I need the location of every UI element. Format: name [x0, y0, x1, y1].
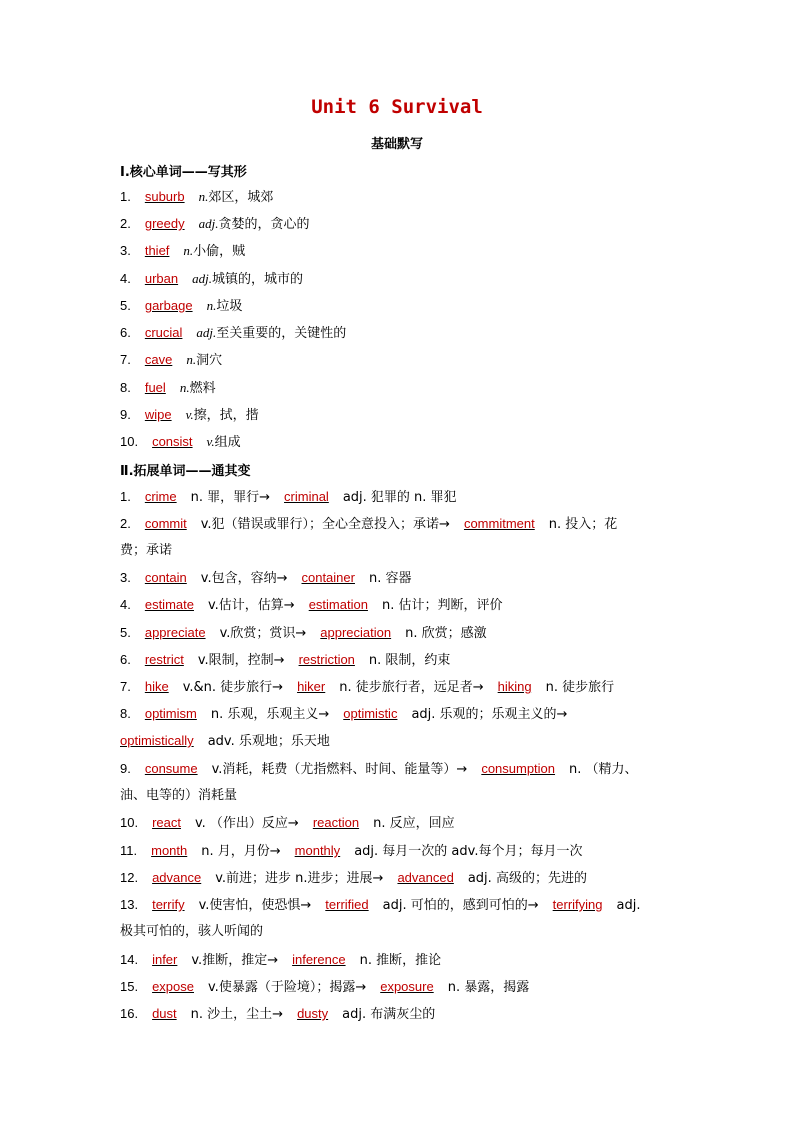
item-number: 5.: [120, 625, 131, 640]
answer-word: advanced: [397, 870, 454, 885]
definition: 费；承诺: [120, 543, 173, 558]
definition: n. 沙土，尘土→: [190, 1007, 284, 1022]
item-number: 6.: [120, 325, 131, 340]
item-number: 5.: [120, 298, 131, 313]
definition: 城镇的，城市的: [211, 272, 303, 287]
answer-word: criminal: [284, 489, 329, 504]
answer-word: inference: [292, 952, 346, 967]
definition: v. （作出）反应→: [194, 816, 299, 831]
continuation-line: [120, 732, 330, 751]
vocab-item: [120, 270, 680, 289]
item-number: 9.: [120, 407, 131, 422]
part-of-speech: adj.: [198, 216, 219, 231]
answer-word: restriction: [298, 652, 355, 667]
item-number: 13.: [120, 897, 139, 912]
continuation-line: [120, 542, 172, 560]
answer-word: infer: [152, 952, 178, 967]
continuation-line: [120, 787, 237, 805]
item-number: 8.: [120, 380, 131, 395]
answer-word: advance: [152, 870, 202, 885]
answer-word: terrify: [152, 897, 185, 912]
part-of-speech: n.: [186, 352, 197, 367]
derivation-item: [120, 624, 680, 643]
item-number: 8.: [120, 706, 131, 721]
definition: 组成: [214, 435, 241, 450]
item-number: 10.: [120, 434, 139, 449]
answer-word: cave: [144, 352, 173, 367]
derivation-item: [120, 515, 680, 534]
answer-word: restrict: [144, 652, 184, 667]
definition: v.使害怕，使恐惧→: [198, 898, 312, 913]
definition: n. 限制，约束: [368, 653, 451, 668]
item-number: 3.: [120, 570, 131, 585]
definition: 油、电等的）消耗量: [120, 788, 238, 803]
item-number: 1.: [120, 489, 131, 504]
answer-word: hiking: [497, 679, 532, 694]
answer-word: hike: [144, 679, 169, 694]
answer-word: reaction: [312, 815, 360, 830]
answer-word: optimistically: [120, 733, 194, 748]
item-number: 16.: [120, 1006, 139, 1021]
answer-word: estimation: [308, 597, 368, 612]
item-number: 3.: [120, 243, 131, 258]
item-number: 2.: [120, 216, 131, 231]
answer-word: crime: [144, 489, 177, 504]
item-number: 1.: [120, 189, 131, 204]
definition: v.推断，推定→: [191, 953, 279, 968]
definition: n. 反应，回应: [373, 816, 455, 831]
item-number: 11.: [120, 843, 138, 858]
vocab-item: [120, 297, 680, 316]
continuation-line: [120, 923, 263, 941]
part-of-speech: n.: [183, 243, 194, 258]
definition: n. 估计；判断，评价: [381, 598, 503, 613]
derivation-item: [120, 1005, 680, 1024]
vocab-item: [120, 324, 680, 343]
item-number: 14.: [120, 952, 139, 967]
definition: n. 暴露，揭露: [447, 980, 530, 995]
answer-word: thief: [144, 243, 170, 258]
definition: adj. 每月一次的 adv.每个月；每月一次: [354, 844, 583, 859]
vocab-item: [120, 433, 680, 452]
definition: n. 徒步旅行者，远足者→: [339, 680, 484, 695]
part-of-speech: adj.: [196, 325, 217, 340]
vocab-item: [120, 351, 680, 370]
definition: n. 投入；花: [548, 517, 618, 532]
part-of-speech: n.: [198, 189, 209, 204]
definition: n. （精力、: [569, 762, 638, 777]
answer-word: dust: [152, 1006, 177, 1021]
answer-word: exposure: [380, 979, 434, 994]
item-number: 7.: [120, 352, 131, 367]
answer-word: optimism: [144, 706, 197, 721]
answer-word: react: [152, 815, 181, 830]
definition: adj. 高级的；先进的: [467, 871, 587, 886]
vocab-item: [120, 379, 680, 398]
definition: n. 推断，推论: [359, 953, 442, 968]
definition: 极其可怕的，骇人听闻的: [120, 924, 264, 939]
item-number: 9.: [120, 761, 131, 776]
item-number: 12.: [120, 870, 139, 885]
item-number: 10.: [120, 815, 139, 830]
section1-heading: Ⅰ.核心单词——写其形: [120, 165, 247, 180]
definition: adj. 布满灰尘的: [342, 1007, 436, 1022]
definition: adv. 乐观地；乐天地: [207, 734, 330, 749]
definition: 垃圾: [216, 299, 243, 314]
answer-word: optimistic: [343, 706, 398, 721]
answer-word: consume: [144, 761, 198, 776]
answer-word: hiker: [297, 679, 326, 694]
derivation-item: [120, 869, 680, 888]
item-number: 2.: [120, 516, 131, 531]
derivation-item: [120, 651, 680, 670]
definition: n. 徒步旅行: [545, 680, 615, 695]
answer-word: fuel: [144, 380, 166, 395]
definition: v.消耗，耗费（尤指燃料、时间、能量等）→: [211, 762, 468, 777]
part-of-speech: n.: [206, 298, 217, 313]
answer-word: appreciation: [320, 625, 392, 640]
answer-word: consist: [152, 434, 193, 449]
derivation-item: [120, 760, 680, 779]
vocab-item: [120, 242, 680, 261]
derivation-item: [120, 814, 680, 833]
answer-word: appreciate: [144, 625, 206, 640]
derivation-item: [120, 978, 680, 997]
definition: v.前进；进步 n.进步；进展→: [215, 871, 384, 886]
definition: 郊区，城郊: [208, 190, 274, 205]
part-of-speech: adj.: [192, 271, 212, 286]
answer-word: estimate: [144, 597, 194, 612]
definition: v.犯（错误或罪行）；全心全意投入；承诺→: [200, 517, 450, 532]
page-subtitle: 基础默写: [370, 137, 423, 152]
definition: v.限制，控制→: [197, 653, 285, 668]
vocab-item: [120, 215, 680, 234]
answer-word: dusty: [297, 1006, 329, 1021]
answer-word: crucial: [144, 325, 183, 340]
answer-word: month: [151, 843, 188, 858]
vocab-item: [120, 406, 680, 425]
definition: adj.: [616, 898, 641, 913]
answer-word: urban: [144, 271, 179, 286]
definition: n. 乐观，乐观主义→: [210, 707, 330, 722]
derivation-item: [120, 569, 680, 588]
answer-word: suburb: [144, 189, 185, 204]
answer-word: commitment: [463, 516, 535, 531]
derivation-item: [120, 951, 680, 970]
answer-word: wipe: [144, 407, 172, 422]
answer-word: contain: [144, 570, 187, 585]
item-number: 6.: [120, 652, 131, 667]
derivation-item: [120, 705, 680, 724]
answer-word: expose: [152, 979, 194, 994]
section2-heading: Ⅱ.拓展单词——通其变: [120, 464, 251, 479]
definition: v.欣赏；赏识→: [219, 626, 307, 641]
derivation-item: [120, 488, 680, 507]
answer-word: container: [301, 570, 355, 585]
item-number: 15.: [120, 979, 139, 994]
derivation-item: [120, 678, 680, 697]
definition: v.包含，容纳→: [200, 571, 288, 586]
definition: 小偷，贼: [193, 244, 246, 259]
definition: adj. 犯罪的 n. 罪犯: [342, 490, 457, 505]
definition: adj. 可怕的，感到可怕的→: [382, 898, 539, 913]
answer-word: consumption: [481, 761, 556, 776]
item-number: 4.: [120, 597, 131, 612]
definition: 燃料: [189, 381, 216, 396]
definition: n. 月，月份→: [201, 844, 281, 859]
definition: n. 容器: [368, 571, 412, 586]
answer-word: monthly: [294, 843, 341, 858]
page-title: Unit 6 Survival: [311, 96, 483, 118]
answer-word: greedy: [144, 216, 185, 231]
definition: v.估计，估算→: [207, 598, 295, 613]
vocab-item: [120, 188, 680, 207]
definition: 洞穴: [196, 353, 223, 368]
definition: 擦，拭，揩: [193, 408, 259, 423]
definition: n. 欣赏；感激: [405, 626, 487, 641]
definition: v.&n. 徒步旅行→: [182, 680, 284, 695]
derivation-item: [120, 596, 680, 615]
part-of-speech: v.: [185, 407, 194, 422]
part-of-speech: v.: [206, 434, 215, 449]
definition: 贪婪的，贪心的: [218, 217, 310, 232]
answer-word: garbage: [144, 298, 193, 313]
derivation-item: [120, 896, 680, 915]
answer-word: terrified: [325, 897, 369, 912]
derivation-item: [120, 842, 680, 861]
answer-word: terrifying: [552, 897, 603, 912]
definition: n. 罪，罪行→: [190, 490, 271, 505]
definition: v.使暴露（于险境）；揭露→: [208, 980, 367, 995]
item-number: 4.: [120, 271, 131, 286]
part-of-speech: n.: [179, 380, 190, 395]
answer-word: commit: [144, 516, 187, 531]
definition: adj. 乐观的；乐观主义的→: [411, 707, 568, 722]
item-number: 7.: [120, 679, 131, 694]
definition: 至关重要的，关键性的: [216, 326, 347, 341]
